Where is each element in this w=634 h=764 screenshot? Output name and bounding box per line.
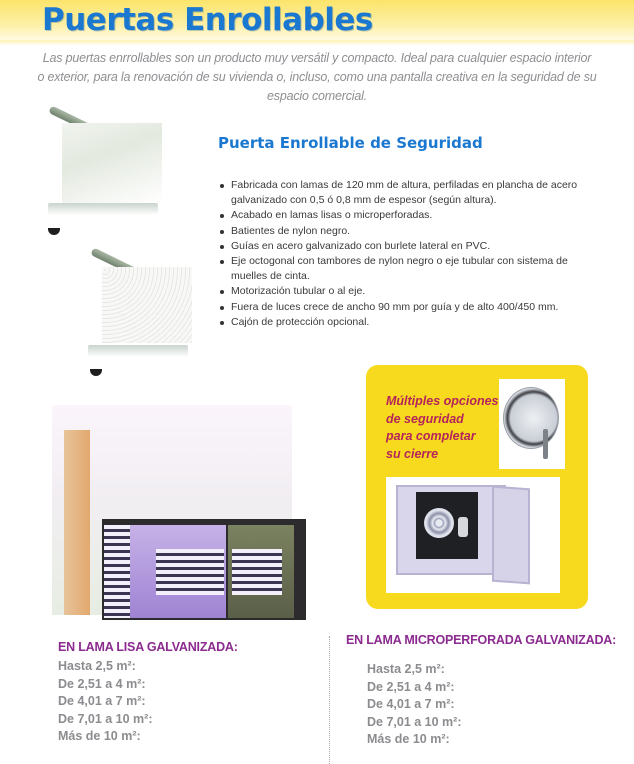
perforated-slat-image — [88, 245, 208, 380]
storefront-pillar — [64, 430, 90, 615]
shop-interior-photo — [102, 519, 306, 620]
feature-item: Guías en acero galvanizado con burlete lateral en PVC. — [218, 239, 598, 254]
price-list — [367, 661, 616, 749]
intro-line: espacio comercial. — [267, 89, 367, 103]
price-row: De 4,01 a 7 m²: — [58, 694, 146, 708]
price-list — [58, 658, 238, 746]
security-line: para completar — [386, 429, 476, 443]
smooth-slat-pricing — [58, 640, 238, 746]
security-options-text — [386, 393, 506, 463]
security-line: Múltiples opciones — [386, 394, 499, 408]
safe-dial-icon — [424, 508, 454, 538]
feature-item: Cajón de protección opcional. — [218, 315, 598, 330]
perforated-slat-pricing — [346, 633, 616, 749]
price-row: De 2,51 a 4 m²: — [367, 679, 455, 694]
safe-image — [386, 477, 560, 593]
pricing-title: EN LAMA LISA GALVANIZADA: — [58, 640, 238, 654]
feature-item: Fabricada con lamas de 120 mm de altura, perfiladas en plancha de acero galvanizado con 0,5 ó 0,8 mm de espesor (según altura). — [218, 178, 598, 208]
feature-item: Eje octogonal con tambores de nylon negro o eje tubular con sistema de muelles de cinta. — [218, 254, 598, 284]
price-row: De 7,01 a 10 m²: — [58, 711, 153, 726]
feature-item: Acabado en lamas lisas o microperforadas. — [218, 208, 598, 223]
price-row: Hasta 2,5 m²: — [58, 659, 136, 673]
key-icon — [543, 429, 548, 459]
feature-list — [218, 178, 598, 330]
price-row: De 7,01 a 10 m²: — [367, 714, 462, 729]
smooth-slat-image — [44, 103, 164, 238]
price-row: Más de 10 m²: — [58, 729, 141, 743]
price-row: Hasta 2,5 m²: — [367, 662, 445, 676]
security-line: de seguridad — [386, 411, 464, 426]
intro-line: Las puertas enrrollables son un producto muy versátil y compacto. Ideal para cualquier espacio interior — [42, 51, 592, 65]
feature-item: Batientes de nylon negro. — [218, 224, 598, 239]
lock-icon — [503, 387, 559, 449]
security-line: su cierre — [386, 446, 439, 461]
page-title: Puertas Enrollables — [42, 2, 373, 38]
price-row: De 4,01 a 7 m²: — [367, 697, 455, 711]
intro-line: o exterior, para la renovación de su vivienda o, incluso, como una pantalla creativa en la seguridad de su — [37, 70, 597, 84]
intro-paragraph — [0, 49, 634, 106]
price-row: De 2,51 a 4 m²: — [58, 676, 146, 691]
column-divider — [329, 636, 330, 764]
price-row: Más de 10 m²: — [367, 732, 450, 746]
feature-item: Fuera de luces crece de ancho 90 mm por guía y de alto 400/450 mm. — [218, 300, 598, 315]
product-title: Puerta Enrollable de Seguridad — [218, 134, 483, 152]
pricing-title: EN LAMA MICROPERFORADA GALVANIZADA: — [346, 633, 617, 647]
feature-item: Motorización tubular o al eje. — [218, 284, 598, 299]
lock-image — [499, 379, 565, 469]
